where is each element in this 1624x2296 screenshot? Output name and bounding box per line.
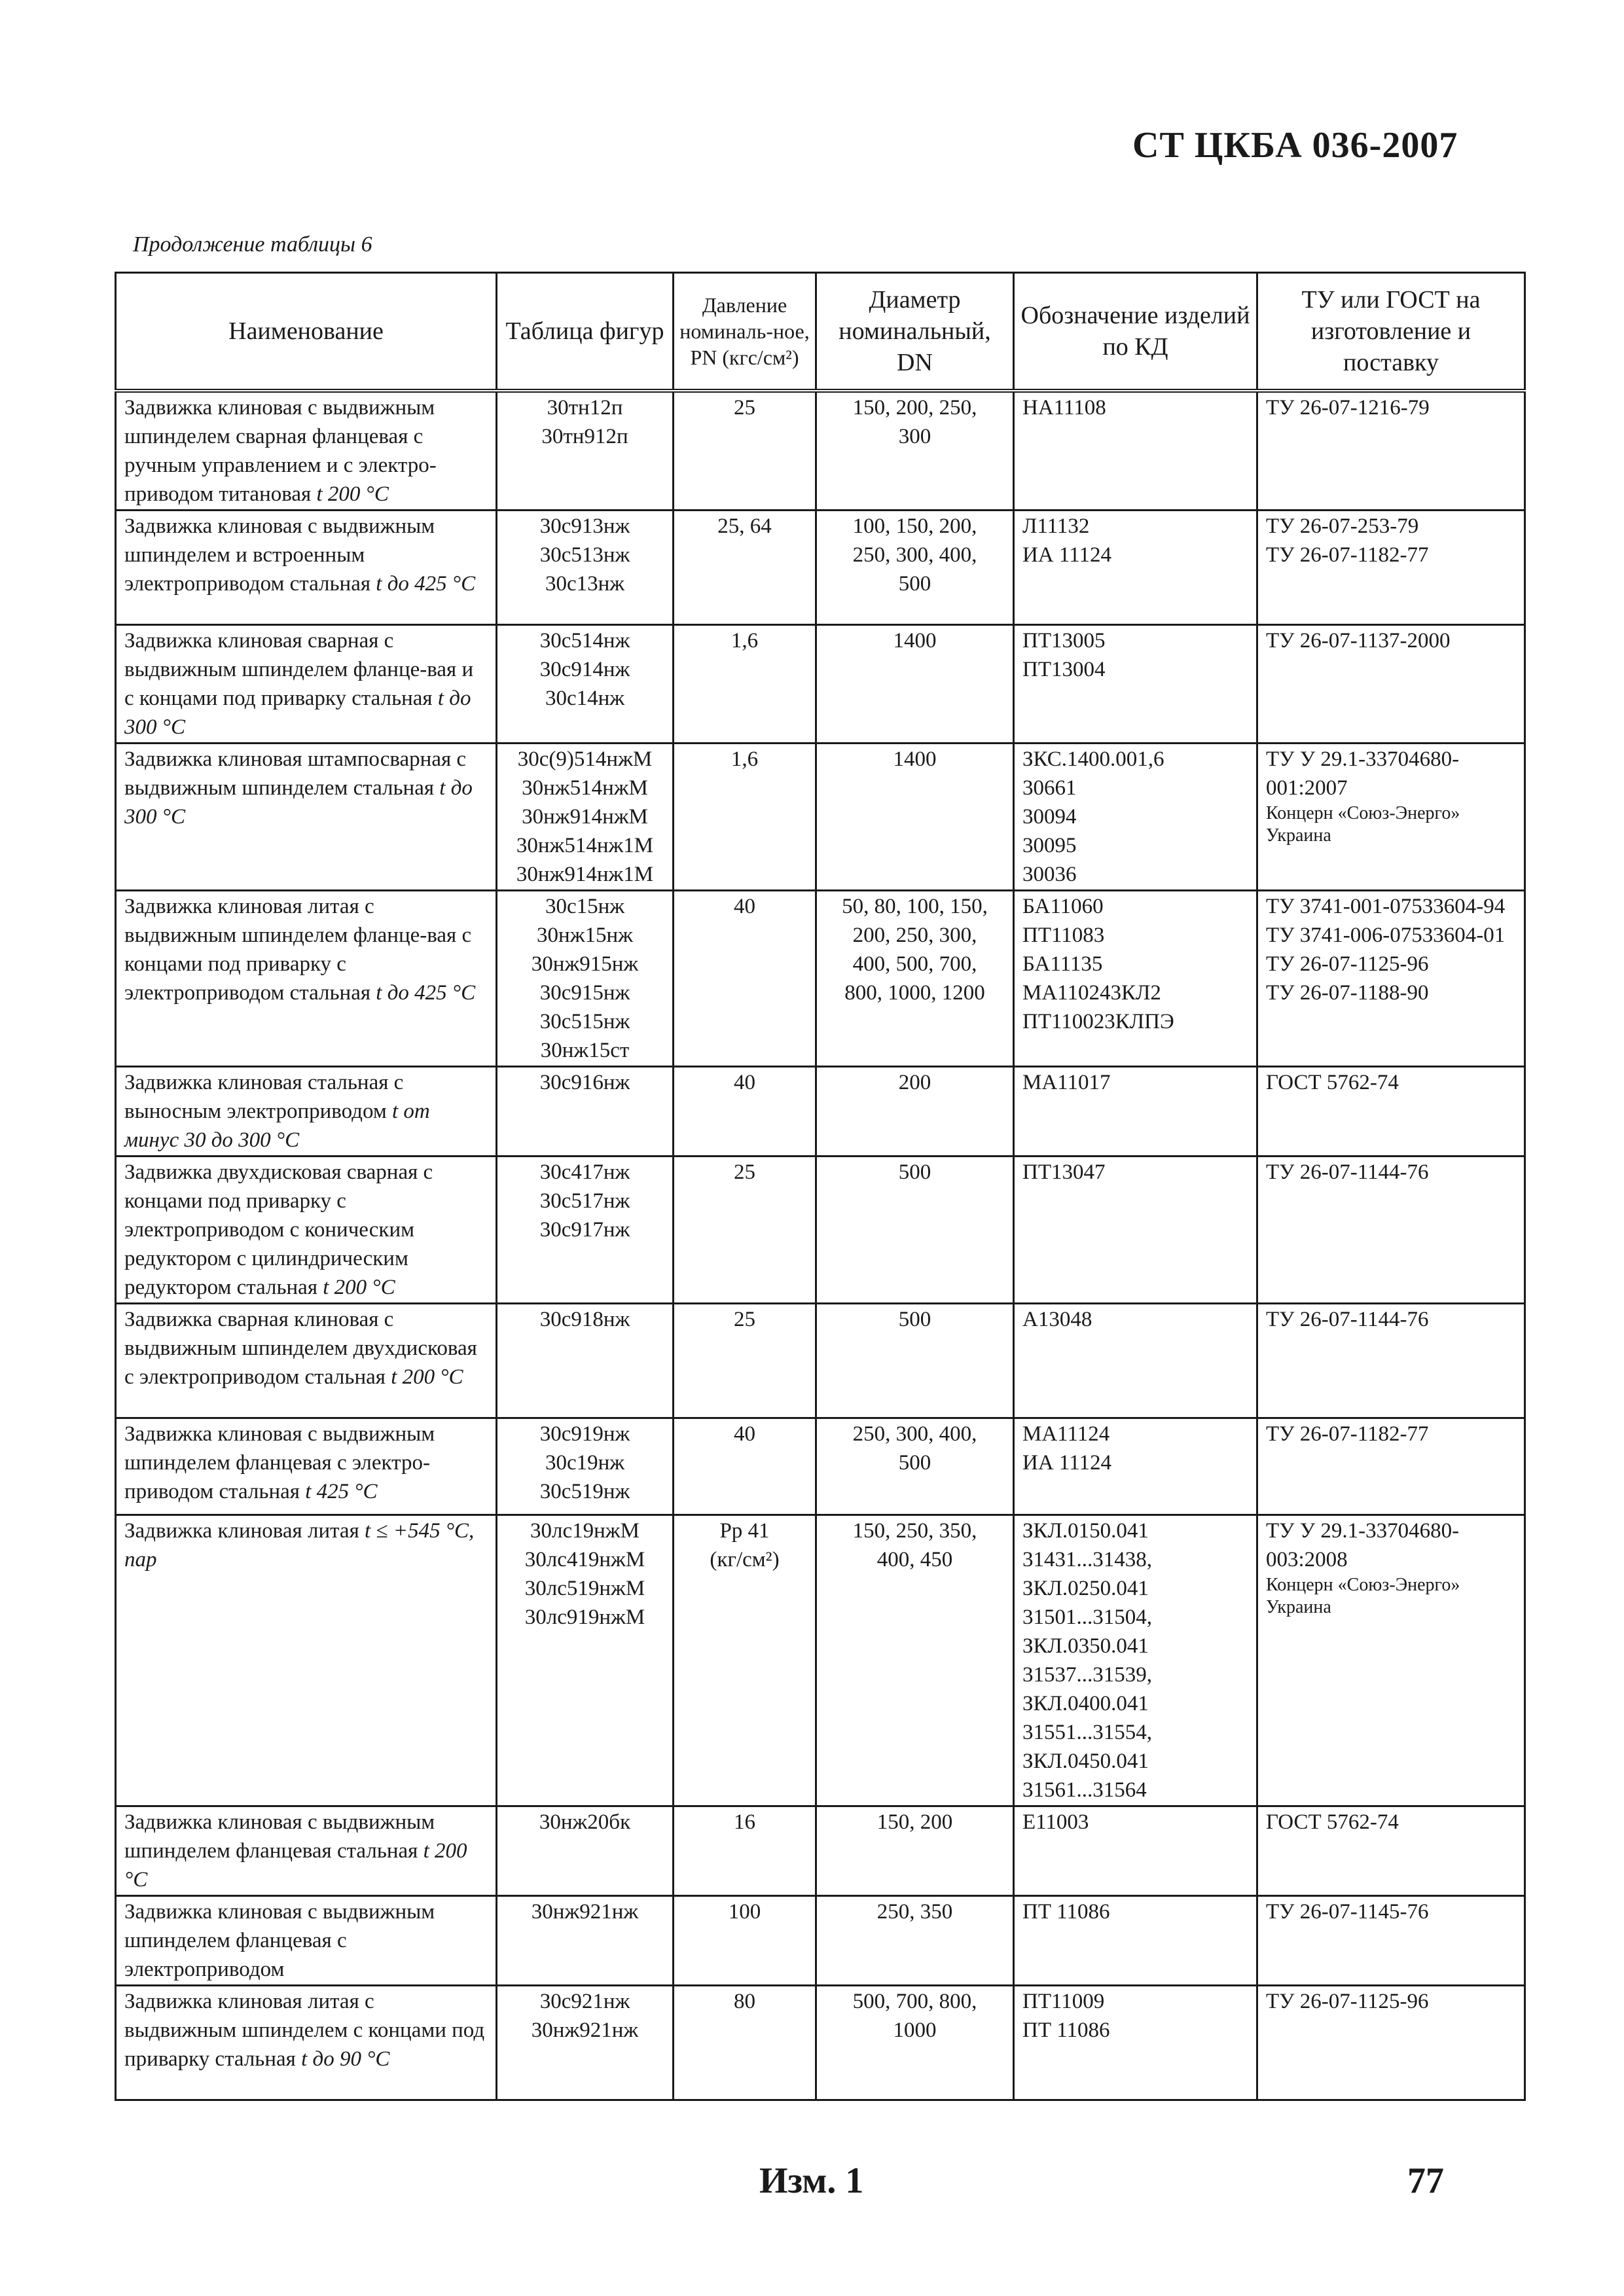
cell-designation: ЗКС.1400.001,6 30661 30094 30095 30036 (1014, 743, 1257, 890)
cell-name (116, 1515, 497, 1806)
cell-pressure: 25 (674, 1303, 816, 1418)
cell-standard (1257, 1156, 1525, 1303)
standard-text: ТУ 26-07-253-79 ТУ 26-07-1182-77 (1266, 514, 1429, 567)
cell-name (116, 743, 497, 890)
cell-standard (1257, 1066, 1525, 1156)
cell-diameter: 150, 200 (816, 1806, 1014, 1895)
table-body (116, 391, 1525, 2100)
valve-name: Задвижка клиновая литая (124, 1518, 359, 1543)
cell-standard (1257, 1303, 1525, 1418)
cell-figures: 30с921нж 30нж921нж (497, 1985, 674, 2100)
standard-text: ТУ 26-07-1144-76 (1266, 1160, 1429, 1184)
cell-name (116, 1895, 497, 1985)
table-header (116, 273, 1525, 391)
table-row (116, 1985, 1525, 2100)
standard-text: ТУ 26-07-1137-2000 (1266, 628, 1451, 653)
valve-name: Задвижка клиновая стальная с выносным электроприводом (124, 1070, 404, 1123)
column-header-figures: Таблица фигур (497, 273, 674, 391)
standard-text: ТУ 26-07-1216-79 (1266, 395, 1430, 420)
valve-name: Задвижка сварная клиновая с выдвижным шпинделем двухдисковая с электроприводом стальная (124, 1307, 477, 1389)
table-row (116, 1418, 1525, 1515)
cell-pressure: 1,6 (674, 624, 816, 743)
valve-name: Задвижка клиновая литая с выдвижным шпинделем фланце-вая с концами под приварку с электроприводом стальная (124, 894, 472, 1005)
cell-name (116, 1985, 497, 2100)
cell-name (116, 1156, 497, 1303)
cell-diameter: 250, 350 (816, 1895, 1014, 1985)
valve-name: Задвижка клиновая литая с выдвижным шпинделем с концами под приварку стальная (124, 1989, 485, 2071)
manufacturer-note: Концерн «Союз-Энерго» Украина (1266, 1574, 1460, 1617)
cell-standard (1257, 624, 1525, 743)
valve-name: Задвижка клиновая с выдвижным шпинделем фланцевая с электро-приводом стальная (124, 1422, 435, 1503)
column-header-designation: Обозначение изделий по КД (1014, 273, 1257, 391)
temperature-label: t 425 °C (305, 1479, 378, 1503)
cell-figures: 30с913нж 30с513нж 30с13нж (497, 510, 674, 624)
cell-diameter: 50, 80, 100, 150, 200, 250, 300, 400, 500, 700, 800, 1000, 1200 (816, 890, 1014, 1066)
valve-name: Задвижка клиновая с выдвижным шпинделем сварная фланцевая с ручным управлением и с электро-приводом титановая (124, 395, 437, 506)
column-header-diameter: Диаметр номинальный, DN (816, 273, 1014, 391)
cell-pressure: 40 (674, 1066, 816, 1156)
cell-name (116, 624, 497, 743)
cell-pressure: 25 (674, 391, 816, 511)
cell-standard (1257, 1806, 1525, 1895)
table-row (116, 1303, 1525, 1418)
temperature-label: t 200 °C (316, 482, 389, 506)
temperature-label: t 200 °C (391, 1365, 463, 1389)
cell-diameter: 200 (816, 1066, 1014, 1156)
cell-diameter: 150, 200, 250, 300 (816, 391, 1014, 511)
cell-figures: 30с919нж 30с19нж 30с519нж (497, 1418, 674, 1515)
cell-designation: ПТ11009 ПТ 11086 (1014, 1985, 1257, 2100)
standard-text: ТУ 3741-001-07533604-94 ТУ 3741-006-07533604-01 ТУ 26-07-1125-96 ТУ 26-07-1188-90 (1266, 894, 1506, 1005)
temperature-label: t до 300 °C (124, 686, 471, 739)
standard-text: ТУ 26-07-1145-76 (1266, 1899, 1429, 1924)
cell-standard (1257, 1985, 1525, 2100)
cell-figures: 30с417нж 30с517нж 30с917нж (497, 1156, 674, 1303)
cell-diameter: 250, 300, 400, 500 (816, 1418, 1014, 1515)
temperature-label: t до 90 °C (301, 2047, 390, 2071)
cell-figures: 30нж20бк (497, 1806, 674, 1895)
cell-designation: МА11017 (1014, 1066, 1257, 1156)
document-code: СТ ЦКБА 036-2007 (1132, 125, 1458, 166)
cell-figures: 30с15нж 30нж15нж 30нж915нж 30с915нж 30с515нж 30нж15ст (497, 890, 674, 1066)
table-row (116, 391, 1525, 511)
table-row (116, 743, 1525, 890)
cell-figures: 30лс19нжМ 30лс419нжМ 30лс519нжМ 30лс919нжМ (497, 1515, 674, 1806)
cell-pressure: 40 (674, 1418, 816, 1515)
cell-designation: НА11108 (1014, 391, 1257, 511)
temperature-label: t 200 °C (124, 1839, 467, 1892)
cell-standard (1257, 1895, 1525, 1985)
cell-pressure: 25 (674, 1156, 816, 1303)
cell-designation: МА11124 ИА 11124 (1014, 1418, 1257, 1515)
cell-standard (1257, 1418, 1525, 1515)
cell-pressure: 1,6 (674, 743, 816, 890)
cell-name (116, 510, 497, 624)
cell-diameter: 150, 250, 350, 400, 450 (816, 1515, 1014, 1806)
cell-pressure: 80 (674, 1985, 816, 2100)
cell-figures: 30тн12п 30тн912п (497, 391, 674, 511)
standard-text: ТУ У 29.1-33704680-003:2008 (1266, 1518, 1460, 1571)
cell-pressure: 40 (674, 890, 816, 1066)
cell-standard (1257, 743, 1525, 890)
standard-text: ТУ 26-07-1125-96 (1266, 1989, 1429, 2013)
cell-standard (1257, 510, 1525, 624)
valve-name: Задвижка клиновая с выдвижным шпинделем фланцевая с электроприводом (124, 1899, 435, 1981)
cell-pressure: 100 (674, 1895, 816, 1985)
cell-name (116, 391, 497, 511)
table-row (116, 1895, 1525, 1985)
table-row (116, 510, 1525, 624)
cell-diameter: 500 (816, 1303, 1014, 1418)
cell-designation: Л11132 ИА 11124 (1014, 510, 1257, 624)
valve-name: Задвижка клиновая с выдвижным шпинделем фланцевая стальная (124, 1810, 435, 1863)
valves-table (115, 272, 1526, 2101)
table-row (116, 1156, 1525, 1303)
cell-name (116, 1303, 497, 1418)
cell-figures: 30нж921нж (497, 1895, 674, 1985)
table-row (116, 624, 1525, 743)
cell-diameter: 1400 (816, 743, 1014, 890)
temperature-label: t до 425 °C (376, 980, 476, 1005)
table-row (116, 1066, 1525, 1156)
temperature-label: t 200 °C (323, 1275, 395, 1299)
standard-text: ТУ 26-07-1144-76 (1266, 1307, 1429, 1331)
table-row (116, 1515, 1525, 1806)
cell-name (116, 890, 497, 1066)
cell-designation: ПТ13005 ПТ13004 (1014, 624, 1257, 743)
valve-name: Задвижка двухдисковая сварная с концами под приварку с электроприводом с коническим редуктором с цилиндрическим редуктором стальная (124, 1160, 433, 1299)
standard-text: ГОСТ 5762-74 (1266, 1070, 1399, 1094)
cell-designation: Е11003 (1014, 1806, 1257, 1895)
cell-pressure: 25, 64 (674, 510, 816, 624)
cell-figures: 30с(9)514нжМ 30нж514нжМ 30нж914нжМ 30нж514нж1М 30нж914нж1М (497, 743, 674, 890)
cell-pressure: Рр 41 (кг/см²) (674, 1515, 816, 1806)
column-header-standard: ТУ или ГОСТ на изготовление и поставку (1257, 273, 1525, 391)
valve-name: Задвижка клиновая штампосварная с выдвижным шпинделем стальная (124, 747, 467, 800)
cell-figures: 30с514нж 30с914нж 30с14нж (497, 624, 674, 743)
table-row (116, 1806, 1525, 1895)
standard-text: ТУ У 29.1-33704680-001:2007 (1266, 747, 1460, 800)
cell-diameter: 1400 (816, 624, 1014, 743)
cell-standard (1257, 890, 1525, 1066)
cell-figures: 30с916нж (497, 1066, 674, 1156)
valve-name: Задвижка клиновая с выдвижным шпинделем и встроенным электроприводом стальная (124, 514, 435, 596)
cell-pressure: 16 (674, 1806, 816, 1895)
cell-designation: ПТ 11086 (1014, 1895, 1257, 1985)
cell-diameter: 500, 700, 800, 1000 (816, 1985, 1014, 2100)
temperature-label: t до 300 °C (124, 776, 473, 829)
cell-name (116, 1806, 497, 1895)
cell-name (116, 1418, 497, 1515)
cell-designation: ЗКЛ.0150.041 31431...31438, ЗКЛ.0250.041 31501...31504, ЗКЛ.0350.041 31537...31539, ЗКЛ.0400.041 31551...31554, ЗКЛ.0450.041 31561...31564 (1014, 1515, 1257, 1806)
cell-diameter: 100, 150, 200, 250, 300, 400, 500 (816, 510, 1014, 624)
cell-standard (1257, 391, 1525, 511)
column-header-pressure: Давление номиналь-ное, PN (кгс/см²) (674, 273, 816, 391)
column-header-name: Наименование (116, 273, 497, 391)
cell-name (116, 1066, 497, 1156)
cell-designation: БА11060 ПТ11083 БА11135 МА110243КЛ2 ПТ110023КЛПЭ (1014, 890, 1257, 1066)
temperature-label: t ≤ +545 °C, пар (124, 1518, 475, 1571)
temperature-label: t до 425 °C (376, 571, 476, 596)
cell-diameter: 500 (816, 1156, 1014, 1303)
page-number: 77 (1407, 2161, 1444, 2201)
standard-text: ГОСТ 5762-74 (1266, 1810, 1399, 1834)
cell-designation: ПТ13047 (1014, 1156, 1257, 1303)
table-caption: Продолжение таблицы 6 (133, 232, 372, 257)
valve-name: Задвижка клиновая сварная с выдвижным шпинделем фланце-вая и с концами под приварку стальная (124, 628, 474, 710)
cell-figures: 30с918нж (497, 1303, 674, 1418)
manufacturer-note: Концерн «Союз-Энерго» Украина (1266, 802, 1460, 846)
revision-label: Изм. 1 (759, 2161, 864, 2201)
cell-designation: А13048 (1014, 1303, 1257, 1418)
cell-standard (1257, 1515, 1525, 1806)
standard-text: ТУ 26-07-1182-77 (1266, 1422, 1429, 1446)
temperature-label: t от минус 30 до 300 °C (124, 1099, 430, 1152)
table-row (116, 890, 1525, 1066)
